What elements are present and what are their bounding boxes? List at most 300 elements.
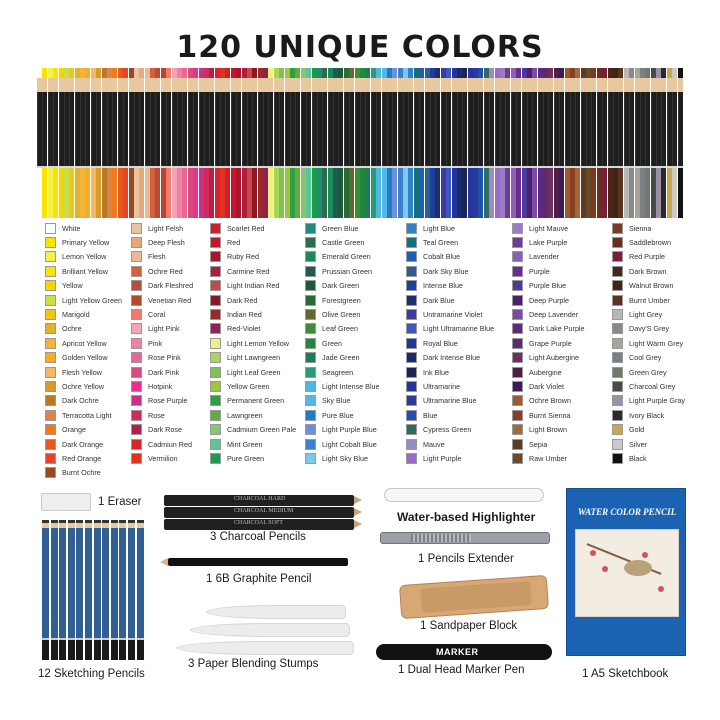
pencil-part [80,78,85,92]
pencil-part [349,168,354,218]
pencil-part [376,68,381,78]
pencil-part [247,68,252,78]
pencil-part [570,78,575,92]
color-item [406,235,501,249]
colored-pencil [505,68,510,218]
colored-pencil [398,68,403,218]
pencil-part [457,168,462,218]
pencil-part [624,168,629,218]
color-swatch [406,381,417,392]
colored-pencil [172,68,177,218]
color-name: Dark Sky Blue [423,266,469,276]
pencil-part [457,78,462,92]
color-swatch [210,323,221,334]
pencil-part [338,168,343,218]
pencil-part [505,168,510,218]
pencil-part [317,78,322,92]
pencil-part [150,92,155,168]
pencil-part [204,168,209,218]
pencil-part [42,168,47,218]
pencil-part [570,92,575,168]
color-item [406,322,501,336]
pencil-part [344,78,349,92]
pencil-part [161,68,166,78]
sketching-pencil [128,520,135,660]
pencil-part [76,528,83,638]
pencil-part [102,528,109,638]
pencil-part [242,78,247,92]
pencil-part [51,520,58,528]
charcoal-pencil-hard [164,495,354,506]
color-item [45,423,140,437]
color-swatch [45,453,56,464]
color-swatch [512,352,523,363]
colored-pencil [586,68,591,218]
pencil-part [172,78,177,92]
color-item [512,279,607,293]
pencil-part [279,92,284,168]
pencil-part [608,168,613,218]
sketchbook-label: 1 A5 Sketchbook [582,668,669,680]
pencil-part [591,92,596,168]
pencil-part [322,92,327,168]
graphite-pencil-label: 1 6B Graphite Pencil [206,573,312,585]
color-name: Scarlet Red [227,223,265,233]
color-item [406,293,501,307]
pencil-part [500,92,505,168]
pencil-part [236,78,241,92]
pencil-part [522,68,527,78]
pencil-part [462,78,467,92]
pencil-part [119,520,126,528]
color-name: Light Blue [423,223,455,233]
color-swatch [612,352,623,363]
color-swatch [612,295,623,306]
sketchbook-cover-title: WATER COLOR PENCIL [577,507,677,517]
colored-pencil [527,68,532,218]
pencil-part [306,92,311,168]
color-name: Davy'S Grey [629,324,670,334]
colored-pencil [403,68,408,218]
color-item [305,221,400,235]
pencil-part [128,520,135,528]
color-name: Cypress Green [423,425,472,435]
color-item [45,307,140,321]
pencil-part [102,168,107,218]
color-item [406,408,501,422]
colored-pencil [387,68,392,218]
colored-pencil [570,68,575,218]
pencil-part [371,92,376,168]
color-swatch [45,410,56,421]
color-item [612,307,707,321]
pencil-part [177,68,182,78]
colored-pencil [645,68,650,218]
color-swatch [612,410,623,421]
color-name: Dark Violet [529,382,565,392]
pencil-part [656,92,661,168]
colored-pencil [247,68,252,218]
pencil-part [333,92,338,168]
pencil-part [640,92,645,168]
blossom-illustration [658,586,664,592]
color-name: Dark Orange [62,439,104,449]
pencil-part [667,168,672,218]
pencil-part [672,68,677,78]
colored-pencil [91,68,96,218]
pencil-part [495,168,500,218]
pencil-part [624,78,629,92]
colored-pencil [565,68,570,218]
pencil-part [575,92,580,168]
pencil-part [150,78,155,92]
color-name: Ruby Red [227,252,259,262]
color-swatch [612,223,623,234]
color-item [45,293,140,307]
pencil-part [48,78,53,92]
colored-pencil [48,68,53,218]
pencil-part [242,168,247,218]
pencil-part [182,168,187,218]
highlighter-label: Water-based Highlighter [397,510,536,524]
color-name: Green [322,338,342,348]
pencil-part [505,78,510,92]
pencil-part [306,78,311,92]
pencil-part [42,528,49,638]
pencil-part [177,92,182,168]
pencil-part [59,168,64,218]
pencil-part [94,520,101,528]
pencil-part [640,68,645,78]
pencil-part [199,168,204,218]
color-swatch [210,280,221,291]
pencil-part [145,68,150,78]
color-item [45,221,140,235]
pencil-part [522,78,527,92]
marker-label: 1 Dual Head Marker Pen [398,664,525,676]
color-name: Flesh [148,252,166,262]
colored-pencil [215,68,220,218]
color-name: Deep Flesh [148,238,185,248]
color-swatch [512,323,523,334]
pencil-part [360,78,365,92]
sketchbook-illustration [575,529,679,617]
color-name: Walnut Brown [629,281,674,291]
color-item [406,394,501,408]
color-item [210,235,305,249]
pencil-part [452,92,457,168]
color-swatch [210,237,221,248]
pencil-part [635,168,640,218]
color-name: Dark Fleshred [148,281,194,291]
pencil-part [430,92,435,168]
pencil-part [403,68,408,78]
pencil-part [199,78,204,92]
color-swatch [210,266,221,277]
pencil-part [516,168,521,218]
pencil-part [581,68,586,78]
pencil-part [376,92,381,168]
pencil-part [516,68,521,78]
color-name: Apricot Yellow [62,338,107,348]
color-name: Dark Blue [423,295,455,305]
colored-pencil [150,68,155,218]
pencil-part [225,168,230,218]
color-name: Orange [62,425,86,435]
pencil-part [522,92,527,168]
color-swatch [512,251,523,262]
color-item [512,322,607,336]
pencil-part [53,68,58,78]
color-swatch [406,367,417,378]
pencil-part [301,68,306,78]
pencil-part [608,78,613,92]
pencil-part [231,78,236,92]
charcoal-tip [354,508,362,516]
color-item [406,423,501,437]
color-name: Indian Red [227,310,262,320]
color-swatch [305,424,316,435]
colored-pencil [430,68,435,218]
color-name: Dark Ochre [62,396,99,406]
color-swatch [45,295,56,306]
blending-stumps-label: 3 Paper Blending Stumps [188,658,319,670]
pencil-part [586,68,591,78]
color-swatch [512,439,523,450]
color-name: Black [629,454,647,464]
color-name: Green Blue [322,223,359,233]
color-swatch [210,439,221,450]
colored-pencil [85,68,90,218]
pencil-part [91,68,96,78]
color-item [210,379,305,393]
color-name: Flesh Yellow [62,367,102,377]
pencil-part [85,68,90,78]
colored-pencil [656,68,661,218]
color-swatch [305,395,316,406]
pencil-part [430,78,435,92]
color-swatch [406,453,417,464]
colored-pencil [624,68,629,218]
color-swatch [406,309,417,320]
pencil-part [645,168,650,218]
pencil-part [511,168,516,218]
color-item [305,235,400,249]
pencil-part [651,68,656,78]
pencil-part [613,92,618,168]
pencil-part [403,168,408,218]
pencil-part [457,68,462,78]
color-swatch [45,381,56,392]
pencil-part [172,92,177,168]
color-name: Silver [629,439,647,449]
color-item [45,336,140,350]
pencil-part [53,78,58,92]
color-name: Red Orange [62,454,102,464]
pencil-part [575,68,580,78]
color-swatch [131,251,142,262]
pencil-part [435,68,440,78]
pencil-part [581,92,586,168]
color-swatch [512,453,523,464]
pencil-part [215,168,220,218]
pencil-part [322,78,327,92]
pencil-part [258,78,263,92]
pencil-part [333,78,338,92]
pencil-part [333,168,338,218]
pencil-part [290,68,295,78]
color-swatch [406,251,417,262]
colored-pencil [484,68,489,218]
color-name: Leaf Green [322,324,358,334]
pencil-part [112,168,117,218]
color-item [45,408,140,422]
pencil-part [247,92,252,168]
pencil-part [661,68,666,78]
pencil-part [199,68,204,78]
pencil-part [204,92,209,168]
color-item [406,365,501,379]
color-item [210,394,305,408]
color-swatch [406,280,417,291]
pencil-part [462,168,467,218]
pencil-part [94,528,101,638]
pencil-part [220,78,225,92]
pencil-part [527,92,532,168]
charcoal-pencil-soft [164,519,354,530]
color-swatch [45,338,56,349]
pencil-part [80,92,85,168]
pencil-part [586,92,591,168]
pencil-part [597,68,602,78]
pencil-part [457,92,462,168]
color-name: Ochre Yellow [62,382,104,392]
pencil-part [59,78,64,92]
color-name: Carmine Red [227,266,270,276]
marker-pen [376,644,552,660]
pencil-part [134,168,139,218]
pencil-part [220,68,225,78]
color-item [305,293,400,307]
pencil-part [559,92,564,168]
colored-pencil [591,68,596,218]
pencil-part [279,68,284,78]
pencil-part [387,92,392,168]
pencil-part [295,78,300,92]
colored-pencil [252,68,257,218]
color-name: Dark Lake Purple [529,324,585,334]
pencil-part [672,78,677,92]
color-swatch [210,223,221,234]
color-item [512,365,607,379]
pencil-part [42,92,47,168]
color-item [406,307,501,321]
pencil-part [231,68,236,78]
color-name: Green Grey [629,367,667,377]
color-item [45,250,140,264]
pencil-fan [37,68,683,218]
colored-pencil [548,68,553,218]
color-swatch [45,266,56,277]
pencil-part [527,78,532,92]
pencil-part [166,92,171,168]
pencil-part [252,92,257,168]
color-item [612,279,707,293]
colored-pencil [371,68,376,218]
color-swatch [210,424,221,435]
color-name: Burnt Sienna [529,410,571,420]
colored-pencil [435,68,440,218]
pencil-part [441,78,446,92]
pencil-part [193,168,198,218]
color-swatch [210,309,221,320]
pencil-part [478,92,483,168]
pencil-part [145,168,150,218]
pencil-part [462,92,467,168]
pencil-part [452,78,457,92]
color-swatch [131,223,142,234]
colored-pencil [42,68,47,218]
pencil-part [182,78,187,92]
pencil-part [414,168,419,218]
color-item [305,365,400,379]
pencil-part [500,168,505,218]
pencil-part [473,68,478,78]
colored-pencil [667,68,672,218]
color-name: Sky Blue [322,396,351,406]
pencil-part [263,168,268,218]
pencil-part [565,68,570,78]
color-item [210,336,305,350]
pencil-part [290,78,295,92]
colored-pencil [618,68,623,218]
pencil-part [398,78,403,92]
color-item [305,307,400,321]
colored-pencil [543,68,548,218]
sketching-pencil [76,520,83,660]
pencil-part [107,68,112,78]
pencil-part [656,78,661,92]
color-swatch [210,338,221,349]
colored-pencil [268,68,273,218]
pencil-part [166,68,171,78]
color-item [406,250,501,264]
pencil-part [155,68,160,78]
pencil-part [150,68,155,78]
color-name: Seagreen [322,367,354,377]
pencil-part [111,638,118,660]
color-item [512,423,607,437]
color-swatch [612,395,623,406]
pencil-part [355,92,360,168]
colored-pencil [661,68,666,218]
pencil-part [398,92,403,168]
color-swatch [512,381,523,392]
blossom-illustration [590,550,596,556]
pencil-part [290,168,295,218]
pencil-part [382,78,387,92]
pencil-part [128,528,135,638]
colored-pencil [209,68,214,218]
color-name: Blue [423,410,438,420]
pencil-part [137,638,144,660]
pencil-part [80,68,85,78]
pencil-part [635,78,640,92]
pencil-part [301,78,306,92]
pencil-part [111,528,118,638]
color-swatch [406,439,417,450]
pencil-part [651,78,656,92]
